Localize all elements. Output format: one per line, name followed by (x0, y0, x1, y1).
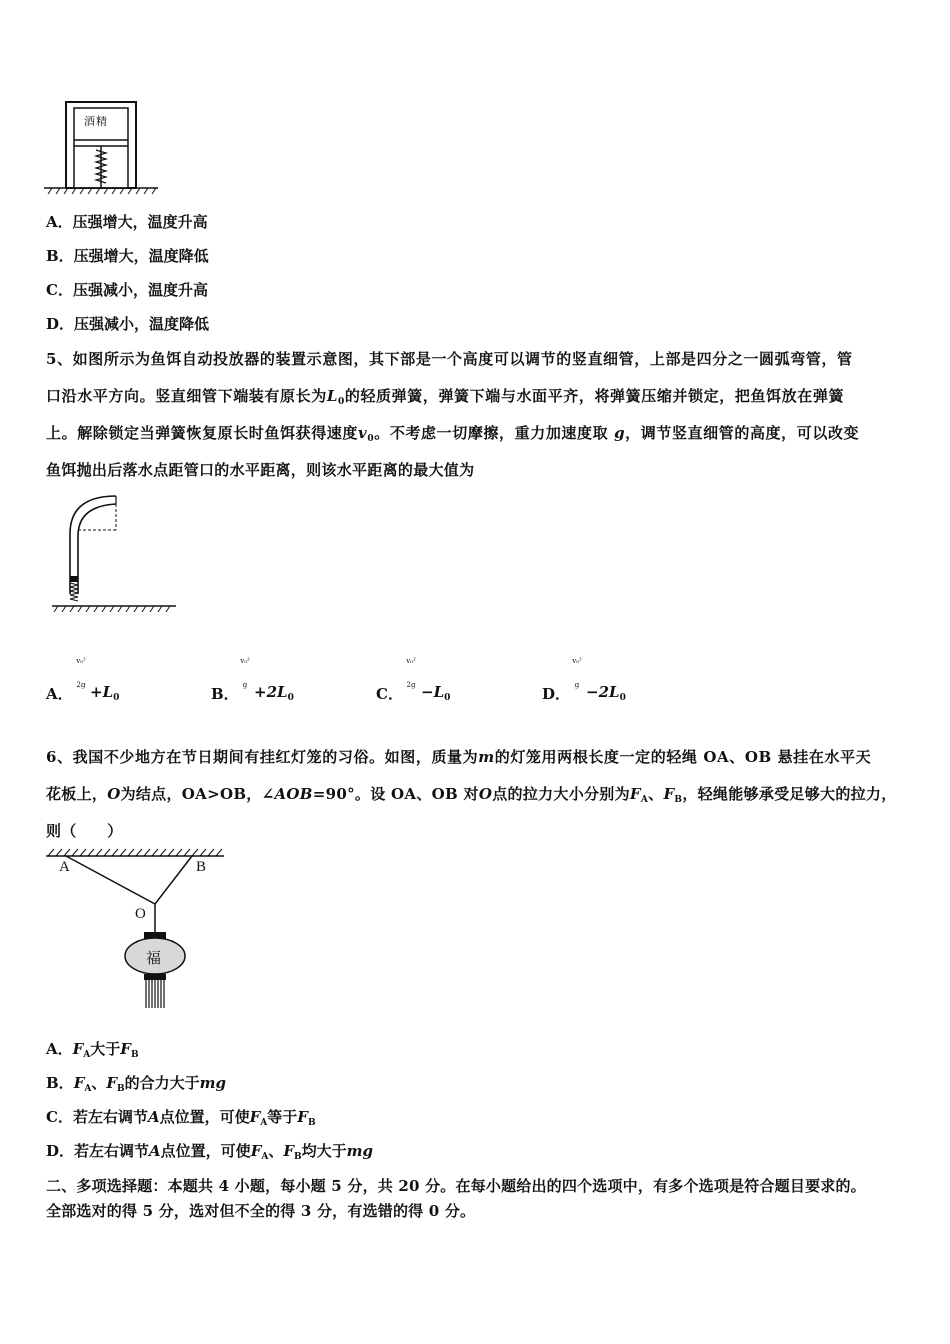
section2-line-2: 全部选对的得 5 分，选对但不全的得 3 分，有选错的得 0 分。 (46, 1202, 476, 1220)
point-a-label: A (59, 859, 70, 875)
figure-bait-launcher (46, 486, 186, 616)
q4-option-c: C．压强减小，温度升高 (46, 281, 208, 299)
launcher-spring (70, 583, 78, 601)
q6-option-d: D．若左右调节A点位置，可使$F_A$、$F_B$均大于mg (46, 1142, 373, 1162)
fraction-numerator: v₀² (406, 657, 416, 665)
rope-oa (66, 856, 155, 904)
q6-line-2: 花板上，O为结点，OA>OB，∠AOB=90°。设 OA、OB 对O点的拉力大小分别为$F_A$、$F_B$，轻绳能够承受足够大的拉力， (46, 785, 897, 805)
q4-option-a: A．压强增大，温度升高 (46, 213, 208, 231)
q5-line-1: 5、如图所示为鱼饵自动投放器的装置示意图，其下部是一个高度可以调节的竖直细管，上部是四分之一圆弧弯管，管 (46, 350, 853, 368)
q5-line-2: 口沿水平方向。竖直细管下端装有原长为$L_0$的轻质弹簧，弹簧下端与水面平齐，将弹簧压缩并锁定，把鱼饵放在弹簧 (46, 387, 845, 407)
q6-option-b: B．$F_A$、$F_B$的合力大于mg (46, 1074, 226, 1094)
bait-block (70, 576, 78, 582)
q5-line-3: 上。解除锁定当弹簧恢复原长时鱼饵获得速度$v_0$。不考虑一切摩擦，重力加速度取 g，调节竖直细管的高度，可以改变 (46, 424, 860, 444)
fraction-numerator: v₀² (572, 657, 582, 665)
curved-pipe-inner (78, 504, 116, 594)
q4-option-d: D．压强减小，温度降低 (46, 315, 210, 333)
lantern-bottom-cap (144, 974, 166, 980)
point-b-label: B (196, 859, 207, 875)
q6-option-c: C．若左右调节A点位置，可使$F_A$等于$F_B$ (46, 1108, 316, 1128)
point-o-label: O (135, 906, 146, 922)
q6-option-a: A．$F_A$大于$F_B$ (46, 1040, 139, 1060)
fraction-denominator: 2g (406, 681, 416, 689)
fraction-numerator: v₀² (240, 657, 250, 665)
fraction-numerator: v₀² (76, 657, 86, 665)
q6-line-3: 则（ ） (46, 822, 123, 840)
q5-line-4: 鱼饵抛出后落水点距管口的水平距离，则该水平距离的最大值为 (46, 461, 475, 479)
fraction-denominator: g (242, 681, 248, 689)
lantern-character: 福 (146, 949, 162, 967)
figure-container-spring (42, 96, 162, 196)
lantern-tassels (146, 980, 164, 1008)
fraction-denominator: 2g (76, 681, 86, 689)
section2-line-1: 二、多项选择题：本题共 4 小题，每小题 5 分，共 20 分。在每小题给出的四个选项中，有多个选项是符合题目要求的。 (46, 1177, 866, 1195)
fraction-denominator: g (574, 681, 580, 689)
q6-line-1: 6、我国不少地方在节日期间有挂红灯笼的习俗。如图，质量为m的灯笼用两根长度一定的轻绳 OA、OB 悬挂在水平天 (46, 748, 872, 766)
container-label: 酒精 (84, 115, 108, 128)
rope-ob (155, 856, 192, 904)
q4-option-b: B．压强增大，温度降低 (46, 247, 209, 265)
